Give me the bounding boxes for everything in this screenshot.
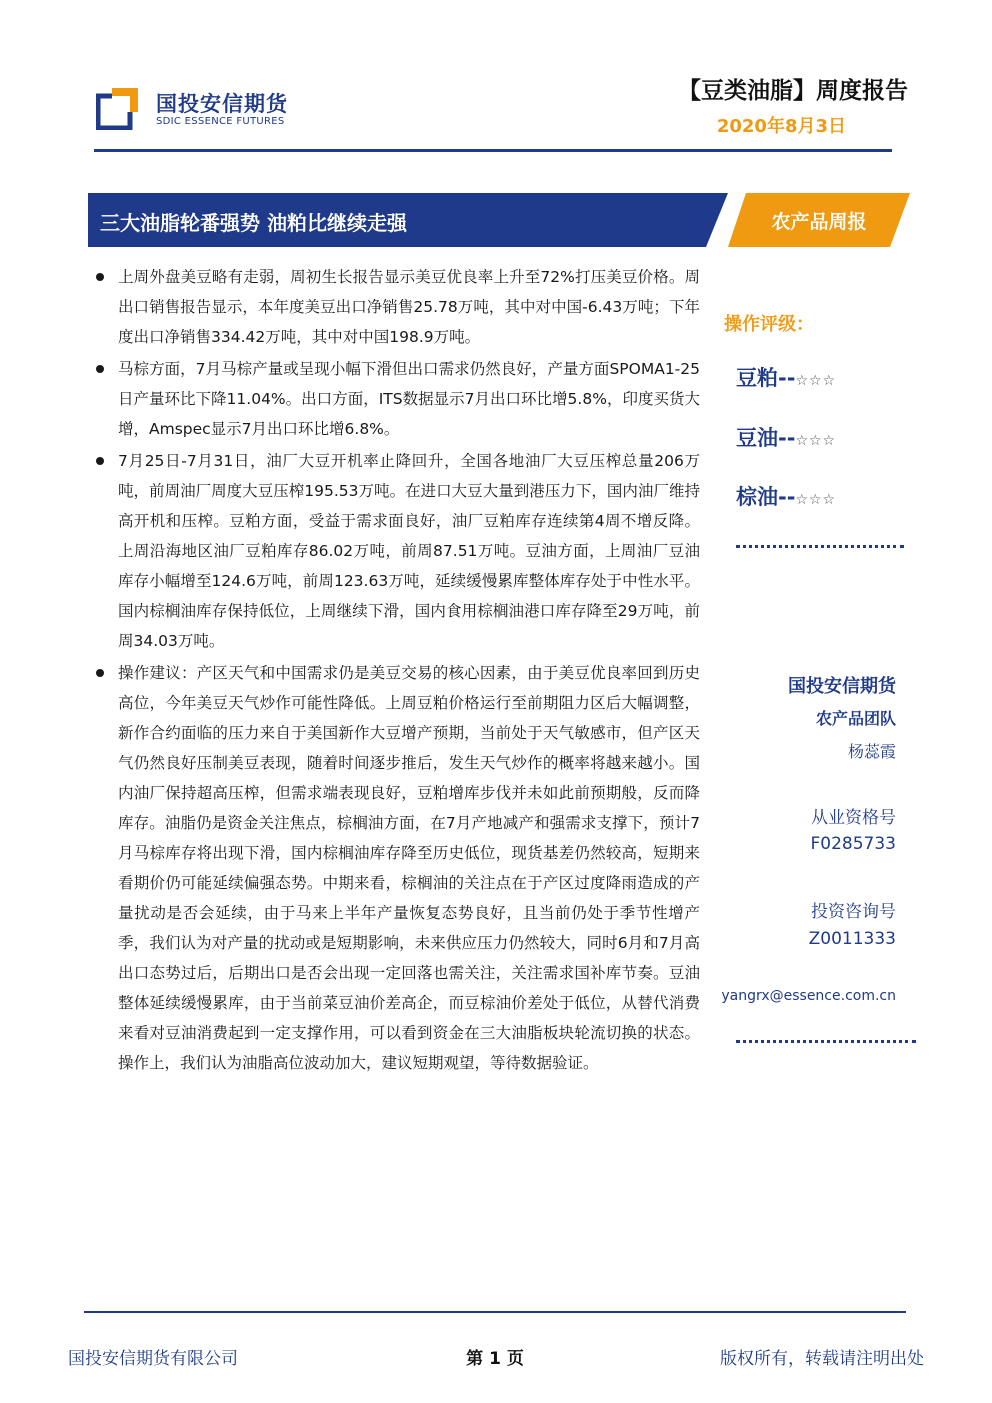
bullet-text: 操作建议：产区天气和中国需求仍是美豆交易的核心因素，由于美豆优良率回到历史高位，今年美豆天气炒作可能性降低。上周豆粕价格运行至前期阻力区后大幅调整，新作合约面临的压力来自于美国新作大豆增产预期，当前处于天气敏感市，但产区天气仍然良好压制美豆表现，随着时间逐步推后，发生天气炒作的概率将越来越小。国内油厂保持超高压榨，但需求端表现良好，豆粕增库步伐并未如此前预期般，反而降库存。油脂仍是资金关注焦点，棕榈油方面，在7月产地减产和强需求支撑下，预计7月马棕库存将出现下滑，国内棕榈油库存降至历史低位，现货基差仍然较高，短期来看期价仍可能延续偏强态势。中期来看，棕榈油的关注点在于产区过度降雨造成的产量扰动是否会延续，由于马来上半年产量恢复态势良好，且当前仍处于季节性增产季，我们认为对产量的扰动或是短期影响，未来供应压力仍然较大，同时6月和7月高出口态势过后，后期出口是否会出现一定回落也需关注，关注需求国补库节奏。豆油整体延续缓慢累库，由于当前菜豆油价差高企，而豆棕油价差处于低位，从替代消费来看对豆油消费起到一定支撑作用，可以看到资金在三大油脂板块轮流切换的状态。操作上，我们认为油脂高位波动加大，建议短期观望，等待数据验证。	[118, 664, 700, 1072]
sidebar-divider	[736, 545, 904, 548]
rating-label: 豆油--	[736, 426, 796, 450]
team-name: 农产品团队	[815, 709, 896, 728]
rating-stars-icon: ☆☆☆	[795, 492, 837, 508]
rating-label: 豆粕--	[736, 366, 796, 390]
logo-mark-icon	[96, 86, 140, 130]
bullet-dot-icon	[96, 669, 104, 677]
report-type: 【豆类油脂】周度报告	[678, 78, 908, 104]
footer-company: 国投安信期货有限公司	[68, 1349, 238, 1369]
bullet-text: 马棕方面，7月马棕产量或呈现小幅下滑但出口需求仍然良好，产量方面SPOMA1-25日产量环比下降11.04%。出口方面，ITS数据显示7月出口环比增5.8%，印度买货大增，Amspec显示7月出口环比增6.8%。	[118, 360, 700, 438]
sidebar-divider	[736, 1040, 916, 1043]
bullet-dot-icon	[96, 365, 104, 373]
bullet-text: 上周外盘美豆略有走弱，周初生长报告显示美豆优良率上升至72%打压美豆价格。周出口销售报告显示，本年度美豆出口净销售25.78万吨，其中对中国-6.43万吨；下年度出口净销售334.42万吨，其中对中国198.9万吨。	[118, 268, 700, 346]
cert1-value: F0285733	[810, 834, 896, 854]
rating-stars-icon: ☆☆☆	[795, 433, 837, 449]
cert2-value: Z0011333	[808, 929, 896, 949]
category-tag-label: 农产品周报	[771, 211, 867, 233]
bullet-item	[94, 658, 700, 1078]
report-title: 三大油脂轮番强势 油粕比继续走强	[100, 211, 407, 235]
team-company: 国投安信期货	[788, 676, 896, 697]
footer-divider	[84, 1311, 906, 1313]
footer-copyright: 版权所有，转载请注明出处	[720, 1349, 924, 1369]
cert1-label: 从业资格号	[811, 808, 896, 828]
bullet-text: 7月25日-7月31日，油厂大豆开机率止降回升，全国各地油厂大豆压榨总量206万吨，前周油厂周度大豆压榨195.53万吨。在进口大豆大量到港压力下，国内油厂维持高开机和压榨。豆粕方面，受益于需求面良好，油厂豆粕库存连续第4周不增反降。上周沿海地区油厂豆粕库存86.02万吨，前周87.51万吨。豆油方面，上周油厂豆油库存小幅增至124.6万吨，前周123.63万吨，延续缓慢累库整体库存处于中性水平。国内棕榈油库存保持低位，上周继续下滑，国内食用棕榈油港口库存降至29万吨，前周34.03万吨。	[118, 452, 700, 650]
rating-soymeal	[736, 362, 836, 392]
analyst-name: 杨蕊霞	[847, 742, 896, 761]
header-divider	[94, 149, 892, 152]
report-body	[94, 262, 700, 1080]
rating-title: 操作评级：	[724, 314, 814, 335]
report-date: 2020年8月3日	[716, 116, 846, 137]
page-number: 第 1 页	[466, 1349, 524, 1369]
logo-text-cn: 国投安信期货	[156, 92, 288, 116]
bullet-item	[94, 262, 700, 352]
bullet-dot-icon	[96, 273, 104, 281]
bullet-item	[94, 354, 700, 444]
cert2-label: 投资咨询号	[811, 902, 896, 922]
rating-label: 棕油--	[736, 485, 796, 509]
analyst-email[interactable]: yangrx@essence.com.cn	[721, 988, 896, 1004]
rating-soyoil	[736, 422, 836, 452]
bullet-dot-icon	[96, 457, 104, 465]
bullet-item	[94, 446, 700, 656]
logo-text-en: SDIC ESSENCE FUTURES	[156, 116, 285, 127]
rating-palmoil	[736, 481, 836, 511]
rating-stars-icon: ☆☆☆	[795, 373, 837, 389]
company-logo	[96, 84, 326, 136]
